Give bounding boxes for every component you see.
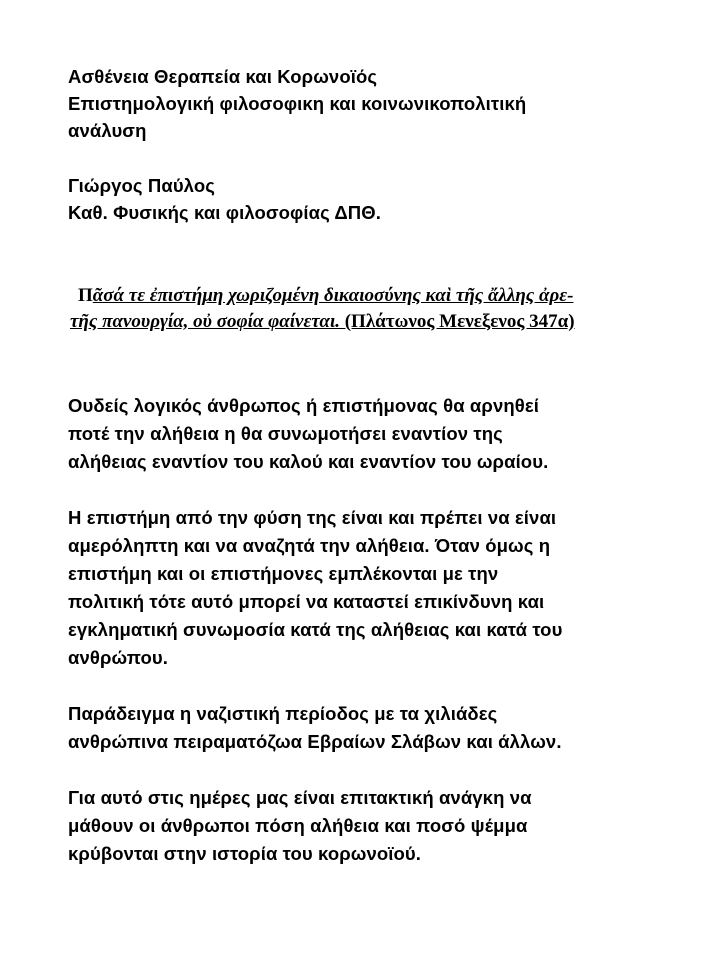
paragraph-2-line-6: ανθρώπου. [68, 647, 168, 668]
author-title: Καθ. Φυσικής και φιλοσοφίας ΔΠΘ. [68, 202, 381, 223]
paragraph-4-line-1: Για αυτό στις ημέρες μας είναι επιτακτική ανάγκη να [68, 787, 532, 808]
document-title-line-3: ανάλυση [68, 120, 147, 141]
paragraph-3-line-2: ανθρώπινα πειραματόζωα Εβραίων Σλάβων και άλλων. [68, 731, 562, 752]
paragraph-2-line-1: Η επιστήμη από την φύση της είναι και πρέπει να είναι [68, 507, 557, 528]
author-name: Γιώργος Παύλος [68, 175, 215, 196]
epigraph-text-1: ᾶσά τε ἐπιστήμη χωριζομένη δικαιοσύνης καὶ τῆς ἄλλης ἀρε- [92, 285, 574, 306]
paragraph-2-line-2: αμερόληπτη και να αναζητά την αλήθεια. Όταν όμως η [68, 535, 551, 556]
paragraph-3-line-1: Παράδειγμα η ναζιστική περίοδος με τα χιλιάδες [68, 703, 498, 724]
document-title-line-2: Επιστημολογική φιλοσοφικη και κοινωνικοπολιτική [68, 93, 527, 114]
epigraph-text-2: τῆς πανουργία, οὐ σοφία φαίνεται. [70, 311, 340, 332]
epigraph-initial: Π [78, 285, 93, 306]
paragraph-4-line-2: μάθουν οι άνθρωποι πόση αλήθεια και ποσό ψέμμα [68, 815, 528, 836]
paragraph-1-line-1: Ουδείς λογικός άνθρωπος ή επιστήμονας θα αρνηθεί [68, 395, 539, 416]
paragraph-2-line-3: επιστήμη και οι επιστήμονες εμπλέκονται με την [68, 563, 499, 584]
epigraph-source: (Πλάτωνος Μενεξενος 347α) [339, 311, 575, 332]
paragraph-2-line-4: πολιτική τότε αυτό μπορεί να καταστεί επικίνδυνη και [68, 591, 545, 612]
paragraph-1-line-3: αλήθειας εναντίον του καλού και εναντίον του ωραίου. [68, 451, 549, 472]
epigraph-line-1 [78, 283, 573, 309]
paragraph-4-line-3: κρύβονται στην ιστορία του κορωνοϊού. [68, 843, 422, 864]
paragraph-2-line-5: εγκληματική συνωμοσία κατά της αλήθειας και κατά του [68, 619, 563, 640]
epigraph-line-2 [70, 309, 575, 335]
document-title-line-1: Ασθένεια Θεραπεία και Κορωνοϊός [68, 66, 378, 87]
paragraph-1-line-2: ποτέ την αλήθεια η θα συνωμοτήσει εναντίον της [68, 423, 503, 444]
